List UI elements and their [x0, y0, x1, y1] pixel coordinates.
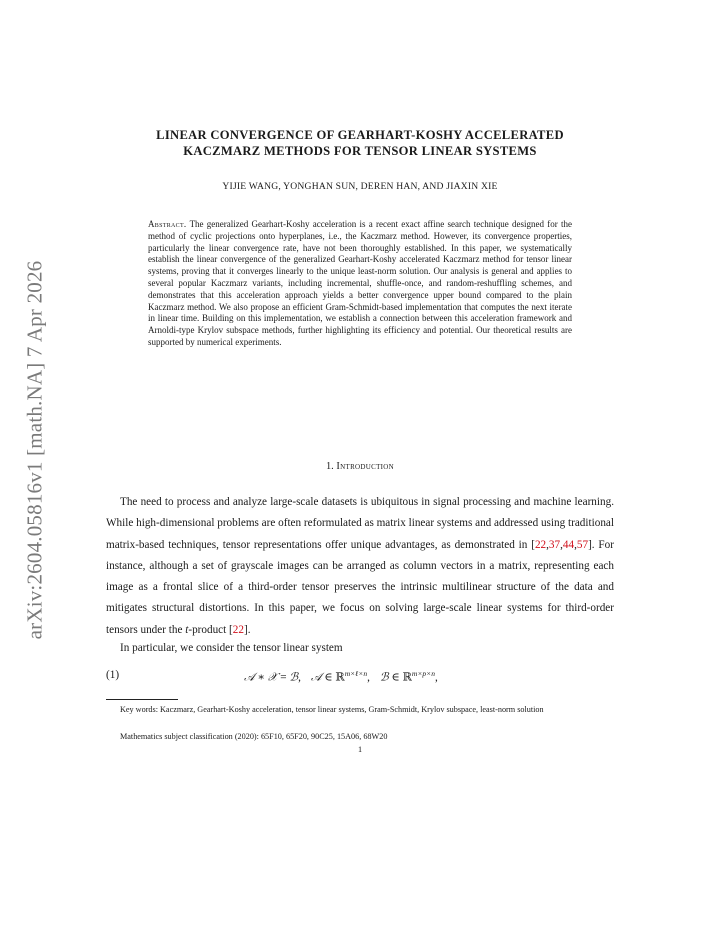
para1-text-d: ]. — [243, 623, 251, 636]
page-number: 1 — [357, 745, 363, 754]
arxiv-identifier: arXiv:2604.05816v1 [math.NA] 7 Apr 2026 — [22, 260, 47, 640]
section-title: Introduction — [336, 461, 395, 472]
t-product-symbol: t — [185, 623, 189, 636]
citation-link[interactable]: 37 — [548, 538, 561, 551]
arxiv-sidebar-stamp — [22, 250, 48, 650]
title-line-1: LINEAR CONVERGENCE OF GEARHART-KOSHY ACCELERATED — [156, 128, 564, 142]
para1-text-b: ]. For instance, although a set of grayscale images can be arranged as column vectors in a matrix, representing each image as a frontal slice of a third-order tensor preserves the intrinsic multilinear structure of the data and mitigates structural distortions. In this paper, we focus on solving large-scale linear systems for third-order tensors under the — [106, 538, 614, 636]
equation-number: (1) — [106, 669, 120, 681]
footnote-rule — [106, 699, 178, 700]
citation-link[interactable]: 22 — [534, 538, 547, 551]
para1-text-c: -product [ — [188, 623, 233, 636]
section-number: 1. — [325, 461, 334, 472]
abstract-text: The generalized Gearhart-Koshy acceleration is a recent exact affine search technique designed for the method of cyclic projections onto hyperplanes, i.e., the Kaczmarz method. However, its convergence properties, particularly the linear convergence rate, have not been thoroughly established. In this paper, we systematically establish the linear convergence of the generalized Gearhart-Koshy accelerated Kaczmarz method for tensor linear systems, proving that it converges linearly to the unique least-norm solution. Our analysis is general and applies to several popular Kaczmarz variants, including incremental, shuffle-once, and random-reshuffling schemes, and demonstrates that this acceleration approach yields a better convergence upper bound compared to the plain Kaczmarz method. We also propose an efficient Gram-Schmidt-based implementation that computes the next iterate in linear time. Building on this implementation, we establish a connection between this acceleration framework and Arnoldi-type Krylov subspace methods, further highlighting its efficiency and potential. Our theoretical results are supported by numerical experiments. — [148, 219, 572, 347]
title-line-2: KACZMARZ METHODS FOR TENSOR LINEAR SYSTEMS — [183, 144, 537, 158]
citation-link[interactable]: 22 — [232, 623, 244, 636]
equation-1 — [106, 669, 614, 689]
equation-body: 𝒜 ∗ 𝒳 = ℬ, 𝒜 ∈ ℝ$^{m\times\ell\times n}$, ℬ ∈ ℝ$^{m\times p\times n}$, — [244, 669, 438, 684]
intro-paragraph-1: The need to process and analyze large-scale datasets is ubiquitous in signal processing and machine learning. While high-dimensional problems are often reformulated as matrix linear systems and addressed using traditional matrix-based techniques, tensor representations offer unique advantages, as demonstrated in [22,37,44,57]. For instance, although a set of grayscale images can be arranged as column vectors in a matrix, representing each image as a frontal slice of a third-order tensor preserves the intrinsic multilinear structure of the data and mitigates structural distortions. In this paper, we focus on solving large-scale linear systems for third-order tensors under the t-product [22]. — [106, 496, 614, 636]
footnote-msc: Mathematics subject classification (2020): 65F10, 65F20, 90C25, 15A06, 68W20 — [120, 732, 388, 741]
author-list: YIJIE WANG, YONGHAN SUN, DEREN HAN, AND JIAXIN XIE — [222, 181, 498, 192]
section-heading-introduction — [100, 461, 620, 472]
paper-title — [100, 127, 620, 159]
abstract — [148, 219, 572, 349]
intro-paragraph-2: In particular, we consider the tensor linear system — [120, 642, 343, 654]
footnote-keywords: Key words: Kaczmarz, Gearhart-Koshy acceleration, tensor linear systems, Gram-Schmidt, Krylov subspace, least-norm solution — [120, 705, 544, 714]
abstract-label: Abstract. — [148, 219, 187, 229]
citation-link[interactable]: 44 — [562, 538, 575, 551]
para1-text-a: The need to process and analyze large-scale datasets is ubiquitous in signal processing and machine learning. While high-dimensional problems are often reformulated as matrix linear systems and addressed using traditional matrix-based techniques, tensor representations offer unique advantages, as demonstrated in [ — [106, 496, 614, 551]
citation-link[interactable]: 57 — [576, 538, 589, 551]
